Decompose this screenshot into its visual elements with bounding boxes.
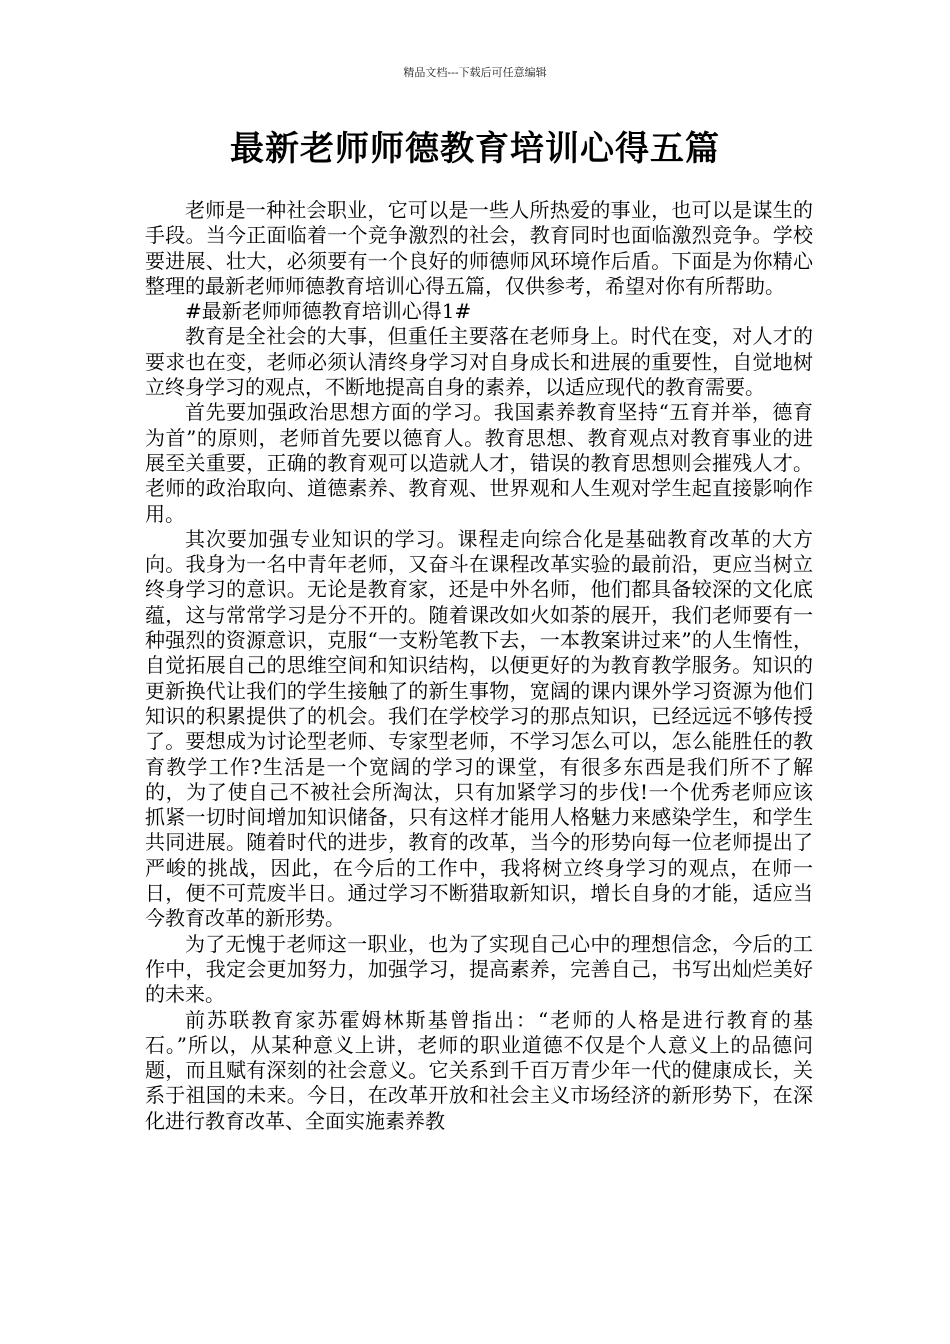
paragraph: 为了无愧于老师这一职业，也为了实现自己心中的理想信念，今后的工作中，我定会更加努力，加强学习，提高素养，完善自己，书写出灿烂美好的未来。 (145, 931, 813, 1007)
document-body (145, 198, 813, 1134)
paragraph: 首先要加强政治思想方面的学习。我国素养教育坚持“五育并举，德育为首”的原则，老师首先要以德育人。教育思想、教育观点对教育事业的进展至关重要，正确的教育观可以造就人才，错误的教育思想则会摧残人才。老师的政治取向、道德素养、教育观、世界观和人生观对学生起直接影响作用。 (145, 400, 813, 526)
header-note: 精品文档---下载后可任意编辑 (403, 66, 547, 79)
paragraph: 其次要加强专业知识的学习。课程走向综合化是基础教育改革的大方向。我身为一名中青年老师，又奋斗在课程改革实验的最前沿，更应当树立终身学习的意识。无论是教育家，还是中外名师，他们都具备较深的文化底蕴，这与常常学习是分不开的。随着课改如火如荼的展开，我们老师要有一种强烈的资源意识，克服“一支粉笔教下去，一本教案讲过来”的人生惰性，自觉拓展自己的思维空间和知识结构，以便更好的为教育教学服务。知识的更新换代让我们的学生接触了的新生事物，宽阔的课内课外学习资源为他们知识的积累提供了的机会。我们在学校学习的那点知识，已经远远不够传授了。要想成为讨论型老师、专家型老师，不学习怎么可以，怎么能胜任的教育教学工作?生活是一个宽阔的学习的课堂，有很多东西是我们所不了解的，为了使自己不被社会所淘汰，只有加紧学习的步伐!一个优秀老师应该抓紧一切时间增加知识储备，只有这样才能用人格魅力来感染学生，和学生共同进展。随着时代的进步，教育的改革，当今的形势向每一位老师提出了严峻的挑战，因此，在今后的工作中，我将树立终身学习的观点，在师一日，便不可荒废半日。通过学习不断猎取新知识，增长自身的才能，适应当今教育改革的新形势。 (145, 526, 813, 931)
paragraph: 前苏联教育家苏霍姆林斯基曾指出：“老师的人格是进行教育的基石。”所以，从某种意义上讲，老师的职业道德不仅是个人意义上的品德问题，而且赋有深刻的社会意义。它关系到千百万青少年一代的健康成长，关系于祖国的未来。今日，在改革开放和社会主义市场经济的新形势下，在深化进行教育改革、全面实施素养教 (145, 1007, 813, 1133)
paragraph: 教育是全社会的大事，但重任主要落在老师身上。时代在变，对人才的要求也在变，老师必须认清终身学习对自身成长和进展的重要性，自觉地树立终身学习的观点，不断地提高自身的素养，以适应现代的教育需要。 (145, 324, 813, 400)
paragraph-intro: 老师是一种社会职业，它可以是一些人所热爱的事业，也可以是谋生的手段。当今正面临着一个竞争激烈的社会，教育同时也面临激烈竞争。学校要进展、壮大，必须要有一个良好的师德师风环境作后盾。下面是为你精心整理的最新老师师德教育培训心得五篇，仅供参考，希望对你有所帮助。 (145, 198, 813, 298)
section-heading-1: #最新老师师德教育培训心得1# (185, 299, 472, 324)
document-title: 最新老师师德教育培训心得五篇 (230, 129, 720, 169)
